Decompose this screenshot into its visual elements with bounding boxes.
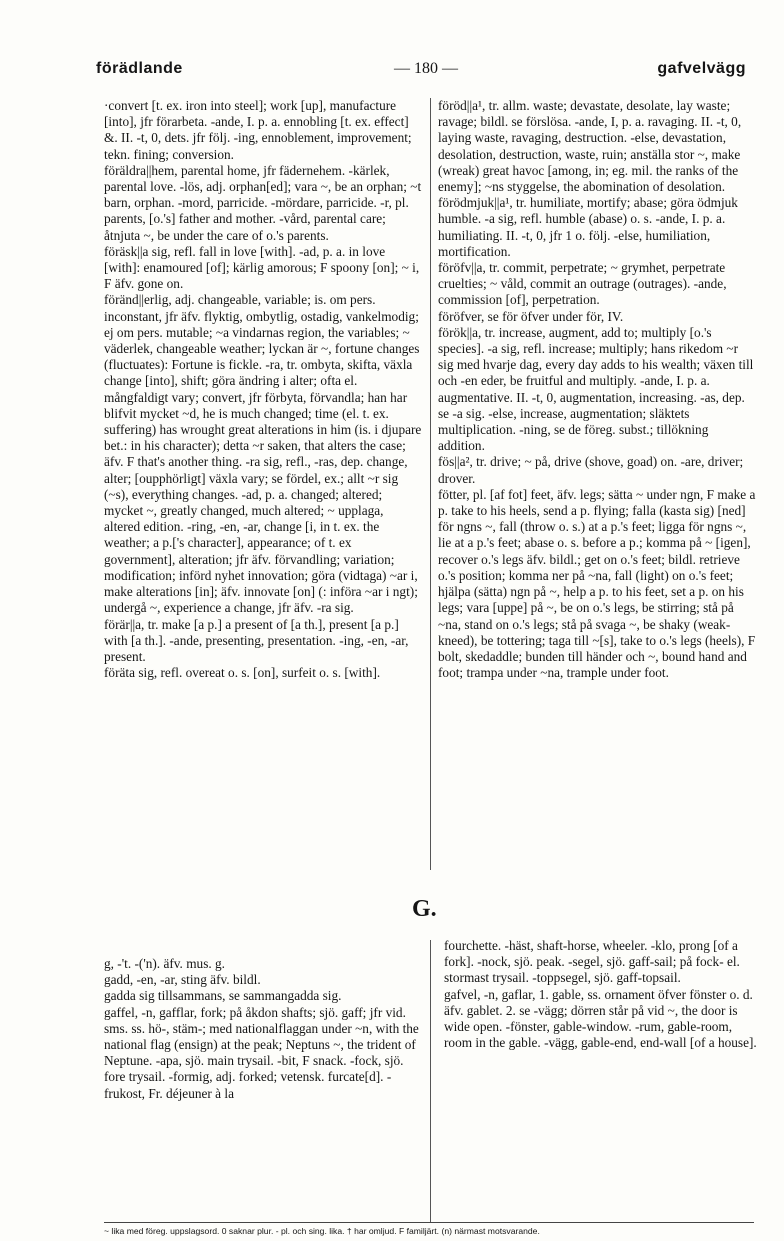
dictionary-entry: ·convert [t. ex. iron into steel]; work [up], manufacture [into], jfr förarbeta. -ande, I. p. a. ennobling [t. ex. effect] &. II. -t, 0, dets. jfr följ. -ing, ennoblement, improvement; tekn. fining; conversion. — [104, 98, 412, 162]
dictionary-entry: gadda sig tillsammans, se sammangadda sig. — [104, 988, 342, 1004]
dictionary-entry: fourchette. -häst, shaft-horse, wheeler. -klo, prong [of a fork]. -nock, sjö. peak. -segel, sjö. gaff-sail; på fock- el. stormast trysail. -toppsegel, sjö. gaff-topsail. — [444, 938, 740, 986]
dictionary-entry: föröfv||a, tr. commit, perpetrate; ~ grymhet, perpetrate cruelties; ~ våld, commit an outrage (outrages). -ande, commission [of], perpetration. — [438, 260, 727, 308]
header-left-guideword: förädlande — [96, 60, 183, 77]
abbreviation-key-footer: ~ lika med föreg. uppslagsord. 0 saknar plur. - pl. och sing. lika. † har omljud. F familjärt. (n) närmast motsvarande. — [104, 1226, 540, 1236]
header-right-guideword: gafvelvägg — [657, 60, 746, 77]
column-divider-top — [430, 98, 431, 870]
dictionary-entry: fös||a², tr. drive; ~ på, drive (shove, goad) on. -are, driver; drover. — [438, 454, 744, 486]
dictionary-entry: gafvel, -n, gaflar, 1. gable, ss. ornament öfver fönster o. d. äfv. gablet. 2. se -vägg; dörren står på vid ~, the door is wide open. -fönster, gable-window. -rum, gable-room, room in the gable. -vägg, gable-end, end-wall [of a house]. — [444, 986, 757, 1051]
dictionary-entry: föröd||a¹, tr. allm. waste; devastate, desolate, lay waste; ravage; bildl. se förslösa. -ande, I, p. a. ravaging. II. -t, 0, laying waste, ravaging, destruction. -else, devastation, desolation, destruction, waste, ruin; anställa stor ~, make (wreak) great havoc [among, in; eg. mil. the ranks of the enemy]; ~ns styggelse, the abomination of desolation. — [438, 98, 742, 195]
dictionary-entry: gaffel, -n, gafflar, fork; på åkdon shafts; sjö. gaff; jfr vid. sms. ss. hö-, stäm-; med nationalflaggan under ~n, with the national flag (ensign) at the peak; Neptuns ~, the trident of Neptune. -apa, sjö. main trysail. -bit, F snack. -fock, sjö. fore trysail. -formig, adj. forked; vetensk. furcate[d]. -frukost, Fr. déjeuner à la — [104, 1004, 419, 1101]
column-4 — [444, 938, 762, 1051]
page-header — [96, 60, 746, 88]
dictionary-entry: förök||a, tr. increase, augment, add to; multiply [o.'s species]. -a sig, refl. increase; multiply; hans rikedom ~r sig med hvarje dag, every day adds to his wealth; växen till och -en eder, be fruitful and multiply. -ande, I. p. a. augmentative. II. -t, 0, augmentation, increasing. -as, dep. se -a sig. -else, increase, augmentation; släktets multiplication. -ning, se de föreg. subst.; tillökning addition. — [438, 324, 754, 454]
dictionary-entry: förödmjuk||a¹, tr. humiliate, mortify; abase; göra ödmjuk humble. -a sig, refl. humble (abase) o. s. -ande, I. p. a. humiliating. II. -t, 0, jfr 1 o. följ. -else, humiliation, mortification. — [438, 195, 738, 259]
dictionary-entry: föräsk||a sig, refl. fall in love [with]. -ad, p. a. in love [with]: enamoured [of]; kärlig amorous; F spoony [on]; ~ i, F äfv. gone on. — [104, 243, 420, 292]
dictionary-entry: g, -'t. -('n). äfv. mus. g. — [104, 956, 225, 971]
column-3 — [104, 956, 422, 1102]
column-1 — [104, 98, 422, 681]
column-2 — [438, 98, 756, 681]
dictionary-entry: föränd||erlig, adj. changeable, variable; is. om pers. inconstant, jfr äfv. flyktig, ombytlig, ostadig, vankelmodig; ej om pers. mutable; ~a vindarnas region, the variables; ~ väderlek, changeable weather; lyckan är ~, fortune changes (fluctuates): Fortune is fickle. -ra, tr. ombyta, skifta, växla change [into], shift; göra ändring i alter; ofta el. mångfaldigt vary; convert, jfr förbyta, förvandla; han har blifvit mycket ~d, he is much changed; time (el. t. ex. suffering) has wrought great alterations in him (is. i djupare bet.: in his character); detta ~r saken, that alters the case; äfv. F that's another thing. -ra sig, refl., -ras, dep. change, alter; [oupphörligt] växla vary; se fördel, ex.; allt ~r sig (~s), everything changes. -ad, p. a. changed; altered; mycket ~, greatly changed, much altered; ~ upplaga, altered edition. -ring, -en, -ar, change [i, in t. ex. the weather; a p.['s character], appearance; of t. ex government], alteration; jfr äfv. förvandling; variation; modification; införd nyhet innovation; göra (vidtaga) ~ar i, make alterations [in]; äfv. innovate [on] (: införa ~ar i ngt); undergå ~, experience a change, jfr äfv. -ra sig. — [104, 292, 422, 616]
footer-rule — [104, 1222, 754, 1223]
dictionary-entry: fötter, pl. [af fot] feet, äfv. legs; sätta ~ under ngn, F make a p. take to his heels, send a p. flying; falla (kasta sig) [ned] för ngns ~, fall (throw o. s.) at a p.'s feet; ligga för ngns ~, lie at a p.'s feet; abase o. s. before a p.; komma på ~ [igen], recover o.'s legs äfv. bildl.; get on o.'s feet; bildl. retrieve o.'s position; komma ner på ~na, fall (light) on o.'s feet; hjälpa (sätta) ngn på ~, help a p. to his feet, set a p. on his legs; vara [uppe] på ~, be on o.'s legs, be stirring; stå på ~na, stand on o.'s legs; stå på svaga ~, be shaky (weak-kneed), be tottering; taga till ~[s], take to o.'s legs (heels), F bolt, skedaddle; bunden till händer och ~, bound hand and foot; trampa under ~na, trample under foot. — [438, 486, 756, 681]
section-letter: G. — [412, 896, 437, 922]
page-number: — 180 — — [394, 60, 458, 77]
dictionary-entry: föröfver, se för öfver under för, IV. — [438, 308, 624, 324]
dictionary-entry: föräta sig, refl. overeat o. s. [on], surfeit o. s. [with]. — [104, 665, 381, 681]
dictionary-entry: förär||a, tr. make [a p.] a present of [a th.], present [a p.] with [a th.]. -ande, presenting, presentation. -ing, -en, -ar, present. — [104, 616, 409, 664]
dictionary-entry: gadd, -en, -ar, sting äfv. bildl. — [104, 972, 261, 988]
column-divider-bottom — [430, 940, 431, 1222]
dictionary-entry: föräldra||hem, parental home, jfr fädernehem. -kärlek, parental love. -lös, adj. orphan[ed]; vara ~, be an orphan; ~t barn, orphan. -mord, parricide. -mördare, parricide. -r, pl. parents, [o.'s] father and mother. -vård, parental care; åtnjuta ~, be under the care of o.'s parents. — [104, 162, 422, 243]
